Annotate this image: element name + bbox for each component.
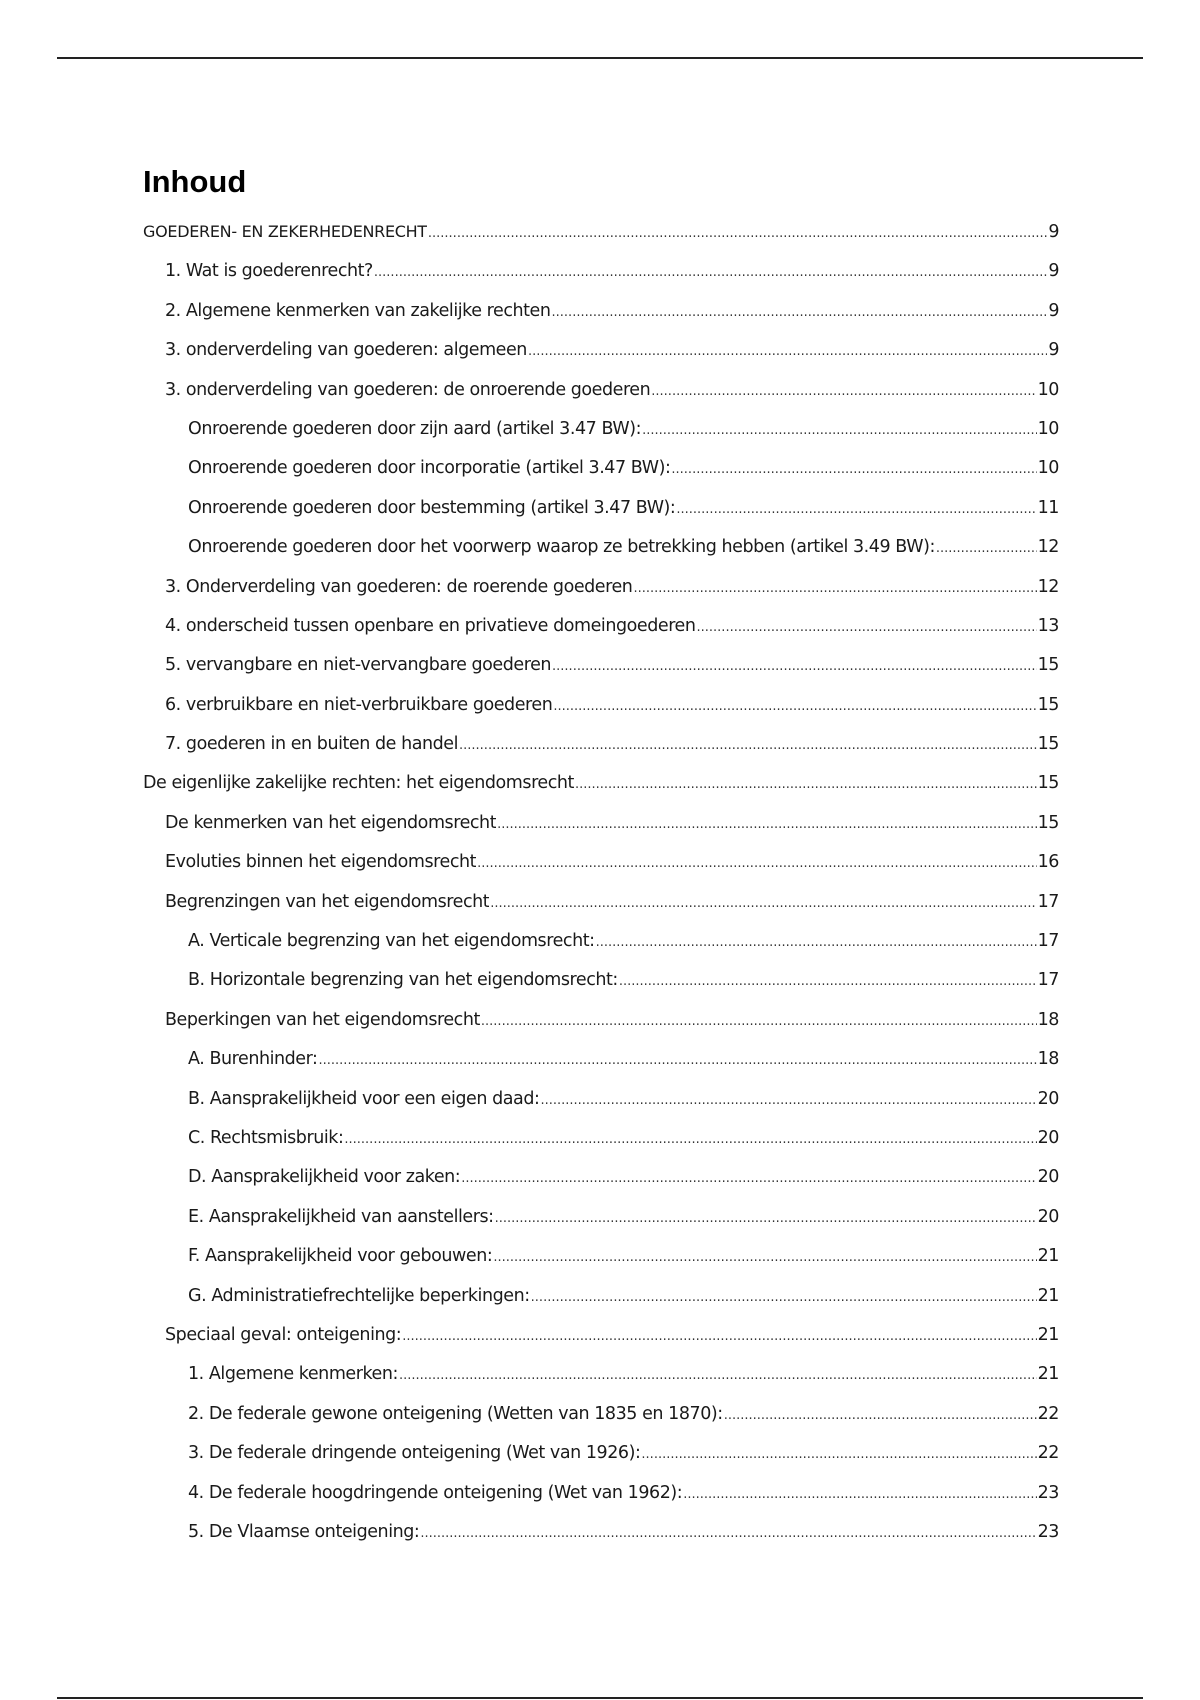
toc-entry-page: 10 — [1037, 418, 1059, 439]
toc-dot-leader — [936, 541, 1037, 556]
toc-entry[interactable] — [143, 1286, 1059, 1325]
toc-entry-page: 21 — [1037, 1324, 1059, 1345]
toc-dot-leader — [402, 1329, 1036, 1344]
header-rule — [57, 57, 1143, 59]
toc-dot-leader — [676, 502, 1036, 517]
toc-dot-leader — [319, 1053, 1037, 1068]
toc-entry-page: 21 — [1037, 1285, 1059, 1306]
toc-entry[interactable] — [143, 537, 1059, 576]
toc-entry-page: 12 — [1037, 576, 1059, 597]
toc-dot-leader — [651, 384, 1036, 399]
toc-entry[interactable] — [143, 813, 1059, 852]
toc-dot-leader — [374, 265, 1047, 280]
toc-entry-title: C. Rechtsmisbruik: — [188, 1127, 344, 1148]
toc-entry-page: 15 — [1037, 694, 1059, 715]
toc-entry-title: 5. De Vlaamse onteigening: — [188, 1521, 420, 1542]
toc-entry-title: De kenmerken van het eigendomsrecht — [165, 812, 497, 833]
toc-entry-page: 10 — [1037, 458, 1059, 479]
toc-entry[interactable] — [143, 892, 1059, 931]
toc-entry-page: 9 — [1048, 340, 1059, 361]
toc-entry-page: 15 — [1037, 812, 1059, 833]
toc-dot-leader — [493, 1250, 1036, 1265]
toc-dot-leader — [683, 1487, 1036, 1502]
toc-entry-page: 15 — [1037, 655, 1059, 676]
toc-entry-title: 7. goederen in en buiten de handel — [165, 734, 459, 755]
toc-entry[interactable] — [143, 1404, 1059, 1443]
toc-entry-title: 3. onderverdeling van goederen: de onroerende goederen — [165, 379, 651, 400]
toc-entry-page: 9 — [1048, 261, 1059, 282]
toc-entry-page: 20 — [1037, 1127, 1059, 1148]
toc-dot-leader — [596, 935, 1037, 950]
table-of-contents — [143, 222, 1059, 1561]
toc-entry-title: Begrenzingen van het eigendomsrecht — [165, 891, 490, 912]
toc-entry-title: GOEDEREN- EN ZEKERHEDENRECHT — [143, 222, 427, 241]
toc-entry[interactable] — [143, 852, 1059, 891]
toc-entry-page: 18 — [1037, 1049, 1059, 1070]
toc-dot-leader — [641, 1447, 1036, 1462]
toc-entry-page: 17 — [1037, 970, 1059, 991]
toc-entry-title: 6. verbruikbare en niet-verbruikbare goederen — [165, 694, 553, 715]
toc-entry[interactable] — [143, 1522, 1059, 1561]
toc-entry-title: 3. onderverdeling van goederen: algemeen — [165, 340, 527, 361]
toc-entry-title: Onroerende goederen door het voorwerp waarop ze betrekking hebben (artikel 3.49 BW): — [188, 537, 935, 558]
toc-dot-leader — [633, 581, 1036, 596]
toc-entry-title: 2. De federale gewone onteigening (Wetten van 1835 en 1870): — [188, 1403, 723, 1424]
toc-entry-page: 18 — [1037, 1009, 1059, 1030]
toc-entry-title: 3. Onderverdeling van goederen: de roerende goederen — [165, 576, 633, 597]
toc-entry[interactable] — [143, 261, 1059, 300]
toc-entry[interactable] — [143, 1325, 1059, 1364]
toc-entry-page: 15 — [1037, 734, 1059, 755]
toc-dot-leader — [459, 738, 1037, 753]
toc-entry-title: D. Aansprakelijkheid voor zaken: — [188, 1167, 461, 1188]
toc-entry[interactable] — [143, 695, 1059, 734]
toc-entry-title: Speciaal geval: onteigening: — [165, 1324, 402, 1345]
footer-rule — [57, 1697, 1143, 1699]
toc-entry-title: G. Administratiefrechtelijke beperkingen: — [188, 1285, 530, 1306]
toc-entry-title: F. Aansprakelijkheid voor gebouwen: — [188, 1246, 493, 1267]
toc-entry[interactable] — [143, 655, 1059, 694]
toc-entry[interactable] — [143, 222, 1059, 261]
toc-entry-page: 11 — [1037, 497, 1059, 518]
toc-dot-leader — [671, 462, 1036, 477]
toc-entry-title: Onroerende goederen door zijn aard (artikel 3.47 BW): — [188, 418, 642, 439]
toc-entry-title: Beperkingen van het eigendomsrecht — [165, 1009, 480, 1030]
toc-entry-title: 5. vervangbare en niet-vervangbare goederen — [165, 655, 552, 676]
toc-dot-leader — [724, 1408, 1037, 1423]
toc-dot-leader — [481, 1014, 1037, 1029]
toc-entry[interactable] — [143, 1128, 1059, 1167]
toc-entry-page: 20 — [1037, 1088, 1059, 1109]
toc-dot-leader — [477, 856, 1037, 871]
toc-dot-leader — [575, 777, 1037, 792]
toc-entry-title: 1. Algemene kenmerken: — [188, 1364, 398, 1385]
toc-entry[interactable] — [143, 1049, 1059, 1088]
toc-entry[interactable] — [143, 577, 1059, 616]
toc-entry[interactable] — [143, 734, 1059, 773]
toc-entry-title: Onroerende goederen door bestemming (artikel 3.47 BW): — [188, 497, 676, 518]
toc-entry-page: 12 — [1037, 537, 1059, 558]
toc-entry[interactable] — [143, 1167, 1059, 1206]
toc-entry-page: 15 — [1037, 773, 1059, 794]
toc-entry[interactable] — [143, 419, 1059, 458]
toc-entry-title: E. Aansprakelijkheid van aanstellers: — [188, 1206, 494, 1227]
toc-dot-leader — [531, 1290, 1037, 1305]
toc-entry[interactable] — [143, 340, 1059, 379]
toc-dot-leader — [552, 659, 1037, 674]
toc-entry[interactable] — [143, 498, 1059, 537]
toc-entry[interactable] — [143, 1089, 1059, 1128]
toc-entry-title: B. Aansprakelijkheid voor een eigen daad: — [188, 1088, 540, 1109]
toc-entry-title: 3. De federale dringende onteigening (Wet van 1926): — [188, 1443, 641, 1464]
toc-dot-leader — [540, 1093, 1036, 1108]
toc-entry-page: 22 — [1037, 1403, 1059, 1424]
toc-entry[interactable] — [143, 458, 1059, 497]
toc-entry[interactable] — [143, 616, 1059, 655]
toc-dot-leader — [490, 896, 1036, 911]
toc-entry[interactable] — [143, 301, 1059, 340]
toc-entry-page: 9 — [1048, 222, 1059, 242]
toc-dot-leader — [619, 974, 1037, 989]
toc-entry[interactable] — [143, 931, 1059, 970]
toc-entry[interactable] — [143, 1483, 1059, 1522]
toc-entry[interactable] — [143, 1010, 1059, 1049]
toc-entry-title: 4. De federale hoogdringende onteigening (Wet van 1962): — [188, 1482, 683, 1503]
toc-entry-page: 21 — [1037, 1364, 1059, 1385]
toc-dot-leader — [461, 1171, 1036, 1186]
toc-dot-leader — [495, 1211, 1037, 1226]
toc-entry-title: Onroerende goederen door incorporatie (artikel 3.47 BW): — [188, 458, 671, 479]
toc-entry[interactable] — [143, 773, 1059, 812]
toc-dot-leader — [344, 1132, 1036, 1147]
toc-dot-leader — [553, 699, 1036, 714]
toc-dot-leader — [399, 1368, 1037, 1383]
toc-entry-page: 22 — [1037, 1443, 1059, 1464]
toc-entry-page: 20 — [1037, 1167, 1059, 1188]
toc-entry-page: 23 — [1037, 1521, 1059, 1542]
toc-entry-page: 13 — [1037, 615, 1059, 636]
toc-entry-title: 2. Algemene kenmerken van zakelijke rechten — [165, 300, 551, 321]
toc-entry-title: De eigenlijke zakelijke rechten: het eigendomsrecht — [143, 773, 574, 794]
toc-heading: Inhoud — [143, 164, 247, 199]
toc-entry[interactable] — [143, 1364, 1059, 1403]
toc-entry-page: 9 — [1048, 300, 1059, 321]
toc-dot-leader — [552, 305, 1048, 320]
toc-entry[interactable] — [143, 380, 1059, 419]
toc-dot-leader — [697, 620, 1037, 635]
toc-entry-page: 23 — [1037, 1482, 1059, 1503]
toc-dot-leader — [528, 344, 1047, 359]
toc-entry-page: 20 — [1037, 1206, 1059, 1227]
toc-entry[interactable] — [143, 970, 1059, 1009]
toc-entry-title: A. Verticale begrenzing van het eigendomsrecht: — [188, 931, 595, 952]
toc-entry-page: 10 — [1037, 379, 1059, 400]
toc-dot-leader — [642, 423, 1037, 438]
toc-entry-page: 17 — [1037, 891, 1059, 912]
toc-dot-leader — [420, 1526, 1036, 1541]
toc-entry-page: 16 — [1037, 852, 1059, 873]
toc-entry-title: 1. Wat is goederenrecht? — [165, 261, 373, 282]
toc-entry-title: B. Horizontale begrenzing van het eigendomsrecht: — [188, 970, 618, 991]
toc-entry-title: 4. onderscheid tussen openbare en privatieve domeingoederen — [165, 615, 696, 636]
toc-entry[interactable] — [143, 1443, 1059, 1482]
toc-entry-title: A. Burenhinder: — [188, 1049, 318, 1070]
toc-entry[interactable] — [143, 1246, 1059, 1285]
toc-dot-leader — [428, 226, 1047, 241]
toc-entry-page: 17 — [1037, 931, 1059, 952]
toc-entry[interactable] — [143, 1207, 1059, 1246]
toc-entry-page: 21 — [1037, 1246, 1059, 1267]
toc-dot-leader — [497, 817, 1037, 832]
toc-entry-title: Evoluties binnen het eigendomsrecht — [165, 852, 477, 873]
